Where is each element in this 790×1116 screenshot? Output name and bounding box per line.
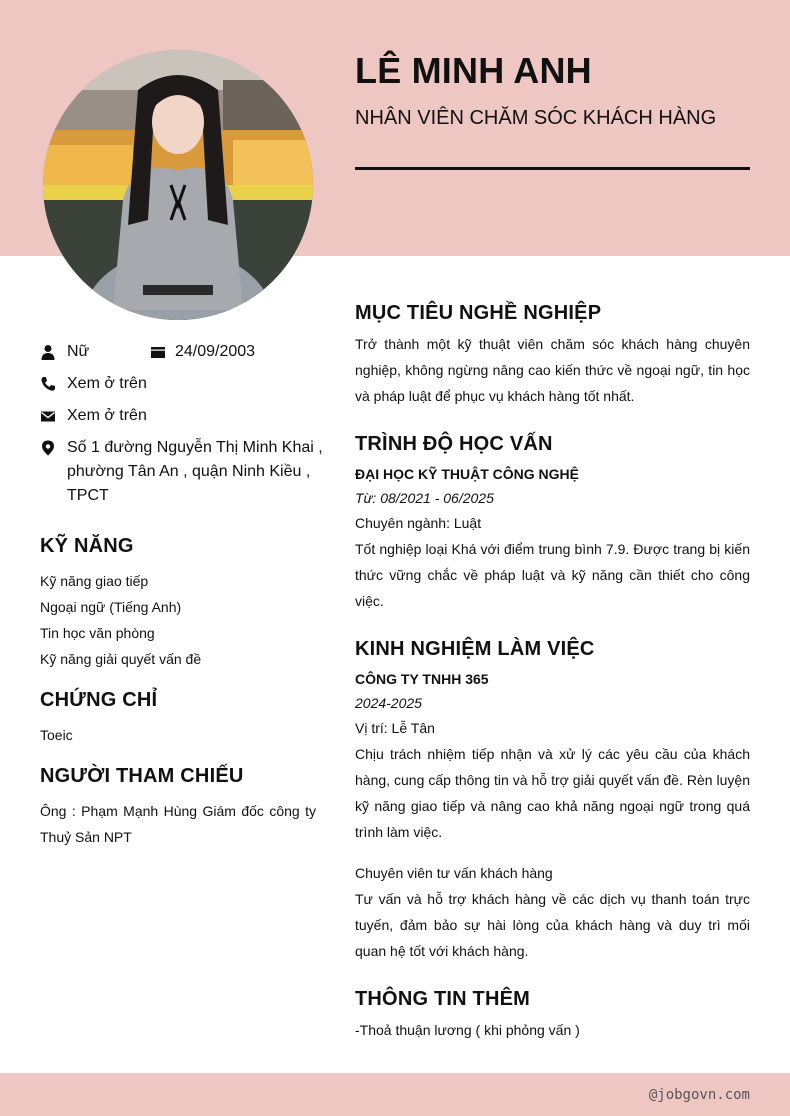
certificates-title: CHỨNG CHỈ xyxy=(40,689,158,711)
experience-section xyxy=(355,638,750,964)
phone-value: Xem ở trên xyxy=(67,375,147,392)
objective-title: MỤC TIÊU NGHỀ NGHIỆP xyxy=(355,302,602,324)
reference-text: Ông : Phạm Mạnh Hùng Giám đốc công ty Thuỷ Sản NPT xyxy=(40,803,316,845)
skill-item: Ngoại ngữ (Tiếng Anh) xyxy=(40,599,182,615)
education-school: ĐẠI HỌC KỸ THUẬT CÔNG NGHỆ xyxy=(355,466,579,482)
footer-watermark: @jobgovn.com xyxy=(648,1087,750,1103)
address-value: Số 1 đường Nguyễn Thị Minh Khai , phường Tân An , quận Ninh Kiều , TPCT xyxy=(67,439,323,504)
experience-description: Chịu trách nhiệm tiếp nhận và xử lý các yêu cầu của khách hàng, cung cấp thông tin và hỗ trợ giải quyết vấn đề. Rèn luyện kỹ năng giao tiếp và nâng cao khả năng ngoại ngữ trong quá trình làm việc. xyxy=(355,746,750,840)
additional-text: -Thoả thuận lương ( khi phỏng vấn ) xyxy=(355,1022,580,1038)
education-title: TRÌNH ĐỘ HỌC VẤN xyxy=(355,433,553,455)
certificates-section xyxy=(40,689,316,748)
skills-title: KỸ NĂNG xyxy=(40,535,134,557)
header-divider xyxy=(355,167,750,170)
phone-icon xyxy=(40,376,56,392)
education-description: Tốt nghiệp loại Khá với điểm trung bình 7.9. Được trang bị kiến thức vững chắc về pháp luật và kỹ năng cần thiết cho công việc. xyxy=(355,541,750,609)
experience-title: KINH NGHIỆM LÀM VIỆC xyxy=(355,638,595,660)
experience-period: 2024-2025 xyxy=(355,695,422,711)
skills-section xyxy=(40,535,316,672)
additional-title: THÔNG TIN THÊM xyxy=(355,988,531,1010)
dob-value: 24/09/2003 xyxy=(175,343,256,360)
skill-item: Kỹ năng giải quyết vấn đề xyxy=(40,651,202,667)
certificate-item: Toeic xyxy=(40,727,73,743)
skill-item: Tin học văn phòng xyxy=(40,625,155,641)
education-section xyxy=(355,433,750,614)
experience-company: CÔNG TY TNHH 365 xyxy=(355,671,489,687)
gender-value: Nữ xyxy=(67,343,90,360)
candidate-title: NHÂN VIÊN CHĂM SÓC KHÁCH HÀNG xyxy=(355,107,717,129)
location-pin-icon xyxy=(40,440,56,456)
person-icon xyxy=(40,344,56,360)
objective-section xyxy=(355,302,750,409)
references-title: NGƯỜI THAM CHIẾU xyxy=(40,765,244,787)
objective-text: Trở thành một kỹ thuật viên chăm sóc khách hàng chuyên nghiệp, không ngừng nâng cao kiến thức về ngoại ngữ, tin học và pháp luật để phục vụ khách hàng tốt nhất. xyxy=(355,336,750,404)
candidate-name: LÊ MINH ANH xyxy=(355,50,592,91)
skill-item: Kỹ năng giao tiếp xyxy=(40,573,149,589)
experience-position: Vị trí: Lễ Tân xyxy=(355,720,435,736)
references-section xyxy=(40,765,316,850)
mail-icon xyxy=(40,408,56,424)
education-period: Từ: 08/2021 - 06/2025 xyxy=(355,490,494,506)
experience-role2: Chuyên viên tư vấn khách hàng xyxy=(355,865,553,881)
education-major: Chuyên ngành: Luật xyxy=(355,515,482,531)
profile-photo xyxy=(43,50,313,320)
email-value: Xem ở trên xyxy=(67,407,147,424)
experience-role2-description: Tư vấn và hỗ trợ khách hàng về các dịch vụ thanh toán trực tuyến, đảm bảo sự hài lòng của khách hàng và duy trì mối quan hệ tốt với khách hàng. xyxy=(355,891,750,959)
additional-section xyxy=(355,988,750,1043)
calendar-icon xyxy=(150,344,166,360)
